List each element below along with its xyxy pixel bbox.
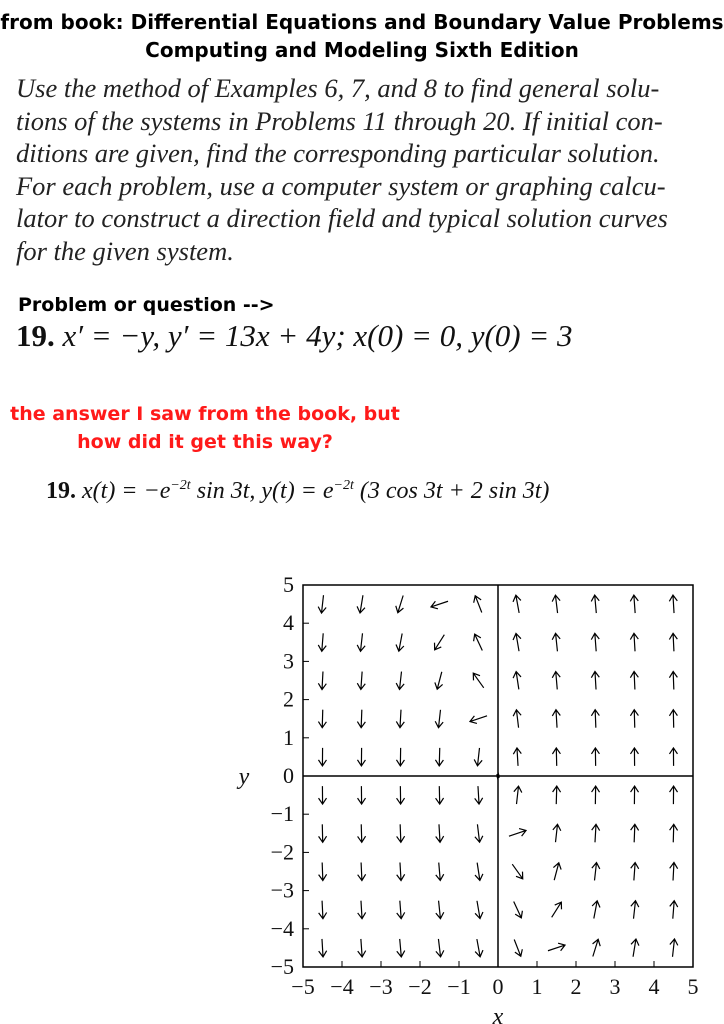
direction-arrow (552, 595, 560, 613)
y-tick-label: 2 (283, 686, 294, 712)
direction-arrow (474, 634, 483, 650)
direction-arrow (436, 863, 444, 881)
direction-arrow (630, 748, 638, 766)
direction-arrow (670, 901, 678, 919)
direction-arrow (318, 748, 326, 766)
answer-equation: $x(t) = -e^{-2t}$ sin 3t, $y(t) = e^{-2t}$ (3 cos 3t + 2 sin 3t) (82, 478, 550, 504)
direction-arrow (319, 901, 327, 919)
y-tick-label: −3 (270, 877, 294, 903)
direction-arrow (592, 901, 600, 919)
direction-arrow (514, 902, 523, 918)
x-tick-label: 4 (648, 974, 660, 999)
direction-arrow (513, 672, 521, 690)
problem-statement (16, 318, 573, 354)
direction-arrow (669, 595, 677, 613)
direction-arrow (357, 595, 365, 613)
header-line-1: from book: Differential Equations and Boundary Value Problems (0, 10, 724, 34)
direction-arrow (553, 786, 561, 804)
direction-arrow (513, 595, 521, 613)
direction-arrow (552, 902, 562, 917)
direction-arrow (397, 939, 405, 957)
direction-arrow (512, 864, 522, 879)
instruction-line: For each problem, use a computer system or graphing calcu- (16, 170, 666, 201)
direction-arrow (436, 901, 444, 919)
direction-arrow (591, 748, 599, 766)
direction-arrow (630, 595, 638, 613)
direction-arrow (630, 710, 638, 728)
direction-arrow (475, 939, 483, 957)
instruction-line: ditions are given, find the corresponding particular solution. (16, 138, 660, 168)
x-tick-label: −4 (330, 974, 354, 999)
direction-arrow (435, 748, 443, 766)
direction-arrow (397, 786, 405, 804)
solution-curve (498, 776, 499, 777)
x-tick-label: 1 (531, 974, 543, 999)
direction-arrow (631, 939, 639, 957)
direction-arrow (319, 824, 327, 842)
direction-arrow (358, 863, 366, 881)
direction-arrow (669, 672, 677, 690)
y-tick-label: −5 (270, 954, 294, 979)
note-line-1: the answer I saw from the book, but (10, 403, 400, 425)
direction-arrow (474, 748, 482, 766)
direction-arrow (397, 824, 405, 842)
direction-arrow (397, 901, 405, 919)
direction-arrow (553, 824, 561, 842)
direction-arrow (630, 633, 638, 651)
instruction-line: for the given system. (16, 235, 234, 266)
direction-arrow (513, 710, 521, 728)
problem-number: 19. (16, 318, 55, 353)
direction-arrow (436, 786, 444, 804)
direction-arrow (357, 748, 365, 766)
direction-arrow (435, 710, 443, 728)
direction-arrow (631, 824, 639, 842)
direction-arrow (552, 672, 560, 690)
direction-arrow (318, 672, 326, 690)
direction-arrow (592, 863, 600, 881)
direction-arrow (435, 672, 443, 689)
direction-field-plot (0, 560, 724, 1024)
direction-arrow (631, 863, 639, 881)
direction-arrow (475, 824, 483, 842)
direction-arrow (396, 748, 404, 766)
direction-arrow (358, 939, 366, 957)
x-tick-label: −5 (291, 974, 315, 999)
direction-arrow (552, 633, 560, 651)
direction-arrow (436, 939, 444, 957)
direction-arrow (397, 863, 405, 881)
direction-arrow (514, 786, 522, 804)
direction-arrow (592, 786, 600, 804)
direction-arrow (436, 824, 444, 842)
instruction-line: Use the method of Examples 6, 7, and 8 to find general solu- (16, 73, 660, 103)
direction-arrow (396, 710, 404, 728)
x-tick-label: −3 (369, 974, 393, 999)
direction-arrow (553, 863, 561, 880)
direction-arrow (358, 786, 366, 804)
x-tick-label: 2 (570, 974, 582, 999)
x-tick-label: 0 (492, 974, 504, 999)
direction-arrow (475, 786, 483, 804)
note-line-2: how did it get this way? (77, 431, 333, 453)
direction-arrow (473, 673, 483, 688)
y-tick-label: −1 (270, 801, 294, 827)
direction-arrow (591, 595, 599, 613)
direction-arrow (513, 633, 521, 651)
direction-arrow (357, 672, 365, 690)
direction-arrow (593, 939, 601, 956)
direction-arrow (669, 748, 677, 766)
direction-arrow (319, 939, 327, 957)
answer-number: 19. (46, 478, 76, 504)
direction-arrow (669, 633, 677, 651)
problem-label: Problem or question --> (18, 294, 275, 316)
direction-arrow (475, 901, 483, 919)
direction-arrow (630, 672, 638, 690)
direction-arrow (319, 786, 327, 804)
direction-arrow (591, 710, 599, 728)
x-tick-label: −1 (447, 974, 471, 999)
direction-arrow (552, 710, 560, 728)
direction-arrow (475, 863, 483, 881)
direction-arrow (396, 633, 404, 651)
direction-arrow (631, 901, 639, 919)
y-tick-label: 3 (283, 648, 294, 674)
source-header (0, 8, 724, 64)
instruction-line: lator to construct a direction field and typical solution curves (16, 203, 668, 233)
y-tick-label: 1 (283, 724, 294, 750)
direction-arrow (318, 595, 326, 613)
direction-arrow (474, 596, 482, 613)
direction-arrow (318, 633, 326, 651)
direction-arrow (509, 829, 526, 837)
y-axis-label: y (238, 764, 250, 790)
direction-arrow (470, 716, 487, 724)
y-tick-label: 4 (283, 610, 294, 636)
problem-instructions (16, 72, 716, 267)
y-tick-label: −2 (270, 839, 294, 865)
direction-arrow (552, 748, 560, 766)
problem-equation: x′ = −y, y′ = 13x + 4y; x(0) = 0, y(0) = 3 (62, 318, 573, 353)
direction-arrow (591, 672, 599, 690)
direction-arrow (431, 601, 448, 609)
direction-arrow (435, 635, 445, 650)
question-note (0, 400, 410, 456)
direction-arrow (319, 863, 327, 881)
direction-arrow (513, 748, 521, 766)
direction-arrow (514, 940, 522, 957)
direction-arrow (548, 943, 565, 951)
direction-arrow (670, 863, 678, 881)
direction-arrow (318, 710, 326, 728)
instruction-line: tions of the systems in Problems 11 through 20. If initial con- (16, 105, 663, 136)
y-tick-label: 5 (283, 572, 294, 597)
direction-arrow (670, 824, 678, 842)
direction-arrow (591, 633, 599, 651)
y-tick-label: −4 (270, 915, 294, 941)
direction-arrow (592, 824, 600, 842)
direction-arrow (358, 901, 366, 919)
direction-arrow (396, 596, 404, 613)
direction-arrow (670, 786, 678, 804)
x-tick-label: −2 (408, 974, 432, 999)
direction-arrow (357, 710, 365, 728)
direction-arrow (669, 710, 677, 728)
direction-arrow (631, 786, 639, 804)
y-tick-label: 0 (283, 763, 294, 788)
x-tick-label: 5 (687, 974, 699, 999)
answer-statement (46, 478, 549, 505)
direction-arrow (357, 633, 365, 651)
x-tick-label: 3 (609, 974, 621, 999)
header-line-2: Computing and Modeling Sixth Edition (145, 38, 579, 62)
direction-arrow (670, 939, 678, 957)
direction-arrow (358, 824, 366, 842)
direction-arrow (396, 672, 404, 690)
x-axis-label: x (492, 1004, 504, 1024)
